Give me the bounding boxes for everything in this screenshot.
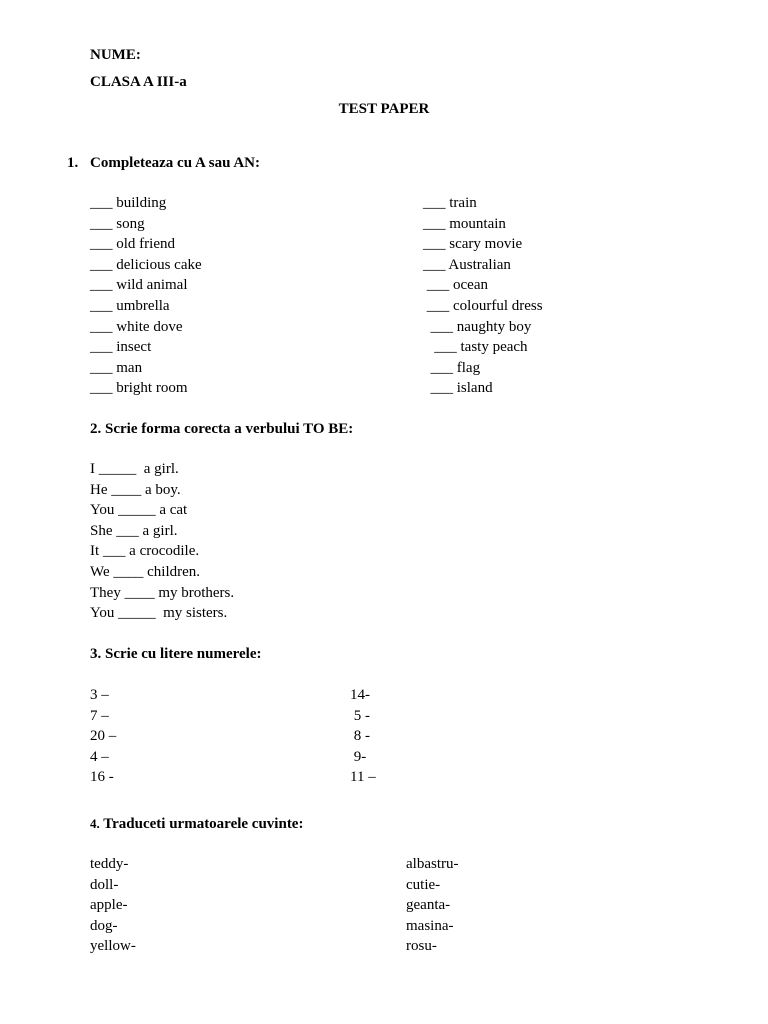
ex3-left-item: 7 – xyxy=(90,707,109,724)
ex1-number: 1. xyxy=(67,155,79,171)
ex1-left-item: ___ song xyxy=(90,215,145,232)
ex4-right-column xyxy=(406,854,458,957)
ex1-left-item: ___ delicious cake xyxy=(90,256,202,273)
ex4-left-item: teddy- xyxy=(90,856,129,872)
ex1-right-item: ___ Australian xyxy=(423,256,511,273)
ex3-right-item: 14- xyxy=(350,687,370,703)
ex1-left-item: ___ man xyxy=(90,359,143,376)
ex2-line: They ____ my brothers. xyxy=(90,584,235,601)
ex4-left-item: dog- xyxy=(90,917,118,934)
ex1-left-column xyxy=(90,193,202,399)
ex3-left-item: 16 - xyxy=(90,769,114,786)
page-title: TEST PAPER xyxy=(338,101,430,117)
class-label: CLASA A III-a xyxy=(90,74,187,90)
ex2-instruction: 2. Scrie forma corecta a verbului TO BE: xyxy=(90,421,354,437)
ex2-lines xyxy=(90,459,234,624)
ex3-left-item: 3 – xyxy=(90,687,109,703)
ex1-right-item: ___ scary movie xyxy=(423,236,523,253)
ex3-left-item: 4 – xyxy=(90,748,109,765)
name-label: NUME: xyxy=(90,47,141,63)
ex1-left-item: ___ old friend xyxy=(90,236,175,253)
ex1-right-item: ___ mountain xyxy=(423,215,506,232)
ex1-left-item: ___ white dove xyxy=(90,318,183,335)
ex4-right-item: rosu- xyxy=(406,938,437,955)
ex1-left-item: ___ insect xyxy=(90,339,152,356)
ex1-left-item: ___ wild animal xyxy=(90,277,188,294)
ex2-line: You _____ a cat xyxy=(90,502,188,519)
ex2-line: He ____ a boy. xyxy=(90,481,181,498)
ex1-right-item: ___ ocean xyxy=(423,277,488,294)
ex3-left-column xyxy=(90,685,116,788)
ex3-right-item: 11 – xyxy=(350,769,376,786)
ex4-right-item: masina- xyxy=(406,917,454,934)
ex4-heading xyxy=(90,814,303,834)
ex1-left-item: ___ building xyxy=(90,195,167,211)
ex4-right-item: geanta- xyxy=(406,897,451,914)
ex3-left-item: 20 – xyxy=(90,728,117,745)
ex3-right-column xyxy=(350,685,376,788)
ex3-right-item: 5 - xyxy=(350,707,370,724)
ex4-left-item: yellow- xyxy=(90,938,136,955)
ex1-right-item: ___ flag xyxy=(423,359,481,376)
ex1-left-item: ___ bright room xyxy=(90,380,188,397)
ex1-right-column xyxy=(423,193,543,399)
ex4-left-item: apple- xyxy=(90,897,128,914)
ex1-right-item: ___ colourful dress xyxy=(423,297,543,314)
ex4-left-column xyxy=(90,854,136,957)
ex1-right-item: ___ tasty peach xyxy=(423,339,528,356)
ex4-right-item: cutie- xyxy=(406,876,441,893)
ex1-right-item: ___ train xyxy=(423,195,477,211)
ex4-number: 4. xyxy=(90,816,100,831)
ex1-instruction: Completeaza cu A sau AN: xyxy=(90,155,260,171)
ex4-instruction: Traduceti urmatoarele cuvinte: xyxy=(103,816,304,832)
ex1-right-item: ___ island xyxy=(423,380,493,397)
ex2-line: It ___ a crocodile. xyxy=(90,543,200,560)
ex2-line: We ____ children. xyxy=(90,563,201,580)
ex4-left-item: doll- xyxy=(90,876,119,893)
ex3-right-item: 8 - xyxy=(350,728,370,745)
ex4-right-item: albastru- xyxy=(406,856,459,872)
ex2-line: You _____ my sisters. xyxy=(90,605,228,622)
ex3-instruction: 3. Scrie cu litere numerele: xyxy=(90,646,262,662)
ex2-line: I _____ a girl. xyxy=(90,461,179,477)
ex1-right-item: ___ naughty boy xyxy=(423,318,532,335)
ex1-left-item: ___ umbrella xyxy=(90,297,170,314)
ex3-right-item: 9- xyxy=(350,748,367,765)
ex2-line: She ___ a girl. xyxy=(90,522,178,539)
